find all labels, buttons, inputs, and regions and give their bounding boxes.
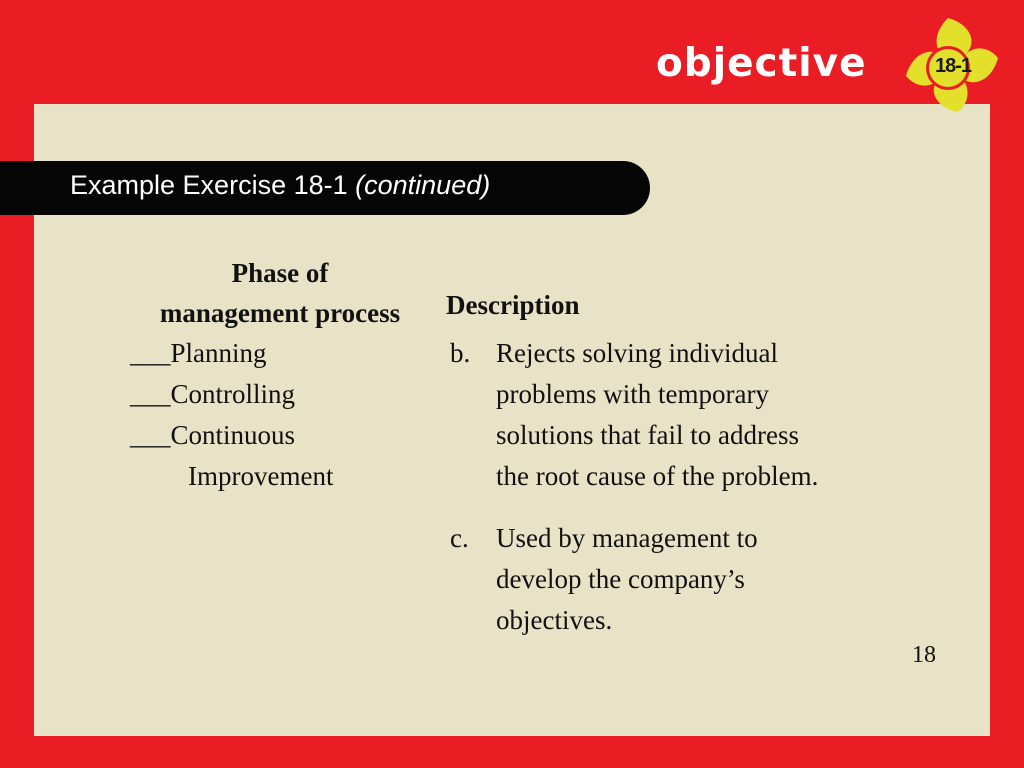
description-c-line: develop the company’s bbox=[496, 564, 745, 594]
description-letter-b: b. bbox=[450, 338, 471, 368]
objective-badge bbox=[892, 6, 1004, 118]
description-b-line: solutions that fail to address bbox=[496, 420, 799, 450]
exercise-title bbox=[70, 170, 490, 201]
description-letter-c: c. bbox=[450, 523, 469, 553]
phase-heading-line2: management process bbox=[159, 298, 401, 328]
exercise-title-main: Example Exercise 18-1 bbox=[70, 170, 348, 200]
description-c-line: objectives. bbox=[496, 605, 613, 635]
phase-item-controlling: ___Controlling bbox=[130, 379, 296, 409]
phase-heading-line1: Phase of bbox=[231, 258, 329, 288]
phase-item-improvement: Improvement bbox=[188, 461, 334, 491]
objective-label: objective bbox=[656, 41, 867, 86]
page-number: 18 bbox=[912, 642, 936, 668]
description-b-line: Rejects solving individual bbox=[496, 338, 778, 368]
description-column-heading: Description bbox=[446, 290, 580, 320]
description-b-line: the root cause of the problem. bbox=[496, 461, 819, 491]
description-b-line: problems with temporary bbox=[496, 379, 769, 409]
badge-label: 18-1 bbox=[934, 54, 972, 77]
phase-column-heading bbox=[110, 253, 450, 333]
exercise-title-continued: (continued) bbox=[355, 170, 491, 200]
phase-item-continuous: ___Continuous bbox=[130, 420, 296, 450]
description-c-line: Used by management to bbox=[496, 523, 758, 553]
phase-item-planning: ___Planning bbox=[130, 338, 267, 368]
